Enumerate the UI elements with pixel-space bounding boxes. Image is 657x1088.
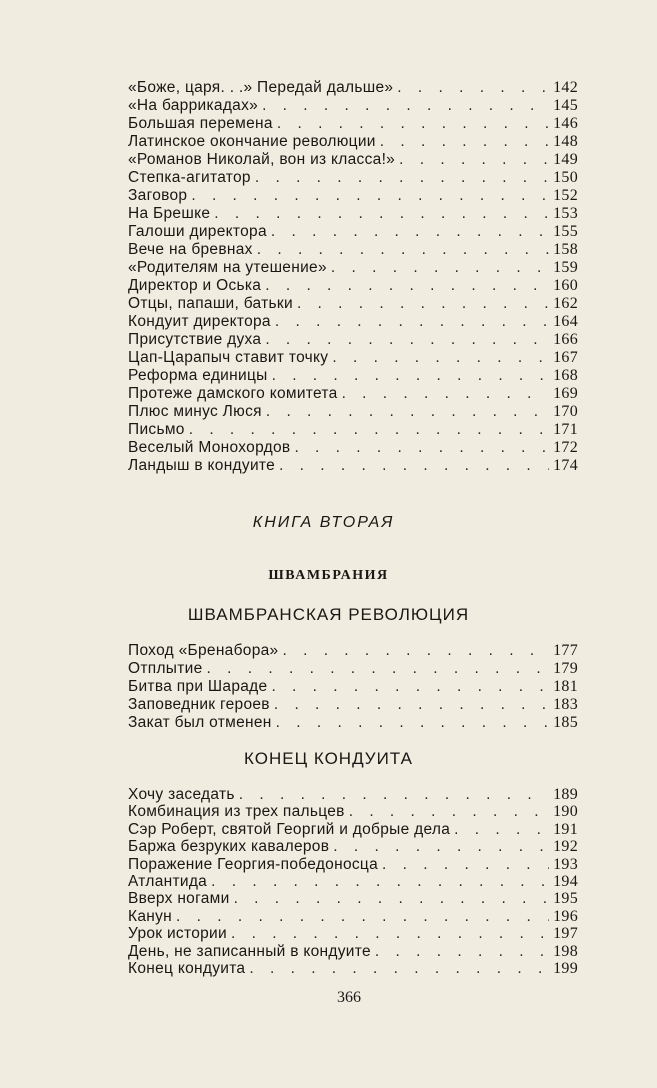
toc-entry-page: 194 (553, 872, 578, 890)
toc-entry-title: Вече на бревнах (128, 241, 253, 258)
toc-entry-page: 153 (553, 205, 578, 222)
dot-leader (375, 943, 549, 960)
toc-entry (128, 205, 578, 223)
dot-leader (255, 169, 549, 187)
dot-leader (274, 696, 549, 714)
toc-entry-page: 174 (553, 457, 578, 474)
toc-part-1 (128, 79, 578, 475)
toc-entry-title: Протеже дамского комитета (128, 385, 338, 402)
toc-entry-title: Комбинация из трех пальцев (128, 803, 345, 821)
toc-entry-title: Цап-Царапыч ставит точку (128, 349, 329, 366)
toc-entry-page: 145 (553, 97, 578, 114)
toc-entry (128, 660, 578, 678)
dot-leader (333, 838, 549, 855)
dot-leader (382, 856, 549, 873)
toc-entry (128, 786, 578, 803)
toc-entry-title: Заговор (128, 187, 188, 204)
dot-leader (249, 960, 549, 977)
toc-entry (128, 367, 578, 385)
toc-entry-title: Вверх ногами (128, 890, 230, 908)
dot-leader (262, 97, 549, 115)
toc-entry-title: Конец кондуита (128, 959, 246, 977)
toc-entry-title: Присутствие духа (128, 331, 262, 348)
toc-entry (128, 295, 578, 313)
toc-entry (128, 803, 578, 820)
toc-entry-title: «Родителям на утешение» (128, 259, 327, 276)
dot-leader (332, 349, 549, 367)
toc-entry-page: 148 (553, 133, 578, 150)
toc-entry-page: 167 (553, 349, 578, 366)
toc-entry-page: 164 (553, 313, 578, 330)
toc-entry-title: Ландыш в кондуите (128, 457, 276, 474)
toc-entry-title: «Боже, царя. . .» Передай дальше» (128, 79, 394, 96)
toc-entry (128, 873, 578, 890)
dot-leader (272, 367, 550, 385)
toc-entry-title: День, не записанный в кондуите (128, 942, 371, 960)
section-heading-revolution: ШВАМБРАНСКАЯ РЕВОЛЮЦИЯ (187, 605, 470, 624)
part-heading: ШВАМБРАНИЯ (268, 568, 389, 583)
dot-leader (331, 259, 549, 277)
toc-entry-page: 185 (553, 714, 578, 731)
toc-entry-page: 170 (553, 403, 578, 420)
dot-leader (454, 821, 549, 838)
toc-entry-page: 181 (553, 678, 578, 695)
toc-entry-page: 177 (553, 642, 578, 659)
toc-entry-title: Латинское окончание революции (128, 133, 376, 150)
toc-entry-title: Кондуит директора (128, 313, 271, 330)
toc-entry-page: 149 (553, 151, 578, 168)
toc-entry (128, 821, 578, 838)
dot-leader (211, 873, 549, 890)
dot-leader (275, 313, 549, 331)
toc-entry-title: Письмо (128, 421, 185, 438)
dot-leader (234, 890, 550, 907)
toc-entry-page: 160 (553, 277, 578, 294)
toc-entry (128, 439, 578, 457)
toc-entry-title: Канун (128, 907, 173, 925)
toc-entry-title: Плюс минус Люся (128, 403, 262, 420)
toc-entry-title: Заповедник героев (128, 696, 270, 713)
toc-entry-page: 195 (553, 890, 578, 908)
toc-entry (128, 714, 578, 732)
toc-entry (128, 259, 578, 277)
toc-entry-title: Большая перемена (128, 115, 273, 132)
toc-entry-page: 155 (553, 223, 578, 240)
toc-entry-page: 169 (553, 385, 578, 402)
toc-entry (128, 421, 578, 439)
toc-section-2 (128, 786, 578, 977)
toc-entry-page: 197 (553, 925, 578, 943)
toc-entry (128, 151, 578, 169)
toc-entry-page: 162 (553, 295, 578, 312)
toc-entry-title: «На баррикадах» (128, 97, 259, 114)
toc-entry-page: 199 (553, 959, 578, 977)
page-number: 366 (337, 989, 361, 1006)
toc-entry-title: Степка-агитатор (128, 169, 251, 186)
dot-leader (342, 385, 550, 403)
toc-entry-page: 142 (553, 79, 578, 96)
toc-entry (128, 277, 578, 295)
dot-leader (257, 241, 549, 259)
toc-entry (128, 925, 578, 942)
toc-entry-title: Атлантида (128, 872, 208, 890)
toc-entry-page: 191 (553, 820, 578, 838)
dot-leader (279, 457, 549, 475)
toc-entry-page: 158 (553, 241, 578, 258)
toc-entry-page: 190 (553, 803, 578, 821)
toc-entry-title: Урок истории (128, 925, 227, 943)
dot-leader (380, 133, 549, 151)
dot-leader (231, 925, 549, 942)
toc-entry-page: 192 (553, 838, 578, 856)
toc-entry-title: Поход «Бренабора» (128, 642, 279, 659)
toc-entry-title: «Романов Николай, вон из класса!» (128, 151, 396, 168)
toc-entry-page: 152 (553, 187, 578, 204)
dot-leader (399, 151, 549, 169)
dot-leader (189, 421, 549, 439)
toc-entry-page: 159 (553, 259, 578, 276)
dot-leader (294, 439, 549, 457)
toc-entry-title: Хочу заседать (128, 786, 235, 803)
toc-entry (128, 187, 578, 205)
toc-entry-page: 172 (553, 439, 578, 456)
toc-entry (128, 331, 578, 349)
toc-entry (128, 678, 578, 696)
toc-entry (128, 133, 578, 151)
toc-entry-title: Поражение Георгия-победоносца (128, 855, 379, 873)
dot-leader (239, 786, 549, 803)
dot-leader (277, 115, 549, 133)
toc-entry (128, 838, 578, 855)
toc-entry-title: Веселый Монохордов (128, 439, 291, 456)
toc-entry-page: 171 (553, 421, 578, 438)
book-heading: КНИГА ВТОРАЯ (252, 514, 395, 531)
toc-entry (128, 79, 578, 97)
dot-leader (349, 803, 549, 820)
toc-entry-page: 146 (553, 115, 578, 132)
dot-leader (282, 642, 549, 660)
dot-leader (271, 223, 549, 241)
toc-entry (128, 908, 578, 925)
toc-entry-title: Галоши директора (128, 223, 267, 240)
toc-entry (128, 97, 578, 115)
toc-entry (128, 890, 578, 907)
toc-entry (128, 241, 578, 259)
toc-entry (128, 856, 578, 873)
dot-leader (266, 403, 549, 421)
toc-entry-page: 179 (553, 660, 578, 677)
toc-entry (128, 457, 578, 475)
dot-leader (191, 187, 549, 205)
toc-entry-page: 189 (553, 786, 578, 803)
toc-entry-title: Баржа безруких кавалеров (128, 838, 330, 856)
toc-entry (128, 169, 578, 187)
dot-leader (214, 205, 549, 223)
toc-entry-title: Реформа единицы (128, 367, 268, 384)
toc-entry-title: Закат был отменен (128, 714, 272, 731)
toc-entry-page: 183 (553, 696, 578, 713)
toc-entry-page: 196 (553, 907, 578, 925)
toc-entry-title: На Брешке (128, 205, 211, 222)
toc-entry (128, 696, 578, 714)
toc-entry-title: Сэр Роберт, святой Георгий и добрые дела (128, 820, 451, 838)
toc-entry-title: Отплытие (128, 660, 203, 677)
toc-entry-title: Директор и Оська (128, 277, 262, 294)
dot-leader (207, 660, 550, 678)
dot-leader (397, 79, 549, 97)
dot-leader (276, 714, 549, 732)
dot-leader (265, 331, 549, 349)
toc-entry (128, 313, 578, 331)
toc-entry-page: 166 (553, 331, 578, 348)
toc-entry-page: 168 (553, 367, 578, 384)
dot-leader (271, 678, 549, 696)
toc-entry-page: 193 (553, 855, 578, 873)
toc-entry (128, 223, 578, 241)
toc-entry-title: Отцы, папаши, батьки (128, 295, 293, 312)
toc-entry (128, 403, 578, 421)
toc-entry (128, 385, 578, 403)
toc-entry (128, 943, 578, 960)
toc-entry (128, 115, 578, 133)
toc-entry-page: 198 (553, 942, 578, 960)
section-heading-end-of-conduit: КОНЕЦ КОНДУИТА (244, 749, 413, 768)
dot-leader (176, 908, 549, 925)
toc-entry (128, 642, 578, 660)
dot-leader (265, 277, 549, 295)
dot-leader (297, 295, 549, 313)
toc-entry-page: 150 (553, 169, 578, 186)
toc-entry (128, 349, 578, 367)
toc-entry-title: Битва при Шараде (128, 678, 268, 695)
toc-entry (128, 960, 578, 977)
toc-section-1 (128, 642, 578, 732)
